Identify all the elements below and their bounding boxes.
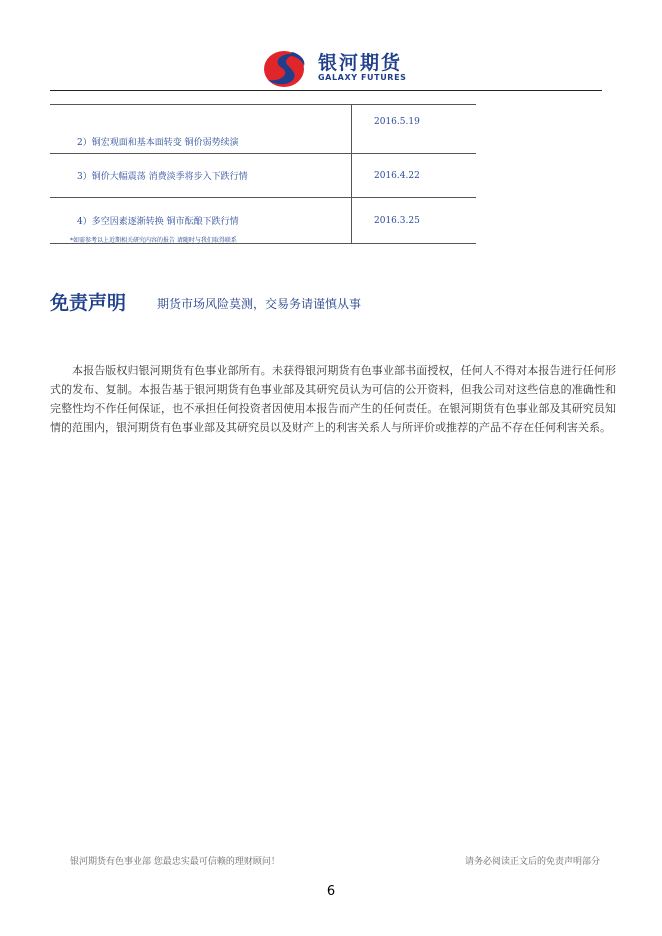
report-title: 4）多空因素逐渐转换 铜市酝酿下跌行情 [50, 198, 352, 244]
reports-note: *如需参考以上近期相关研究内容的报告 请随时与我们取得联系 [70, 237, 237, 244]
report-date: 2016.4.22 [352, 154, 477, 198]
header-divider [50, 90, 602, 91]
table-row [50, 105, 476, 154]
logo-chinese-name: 银河期货 [318, 52, 403, 74]
disclaimer-title: 免责声明 [50, 292, 127, 314]
disclaimer-subtitle: 期货市场风险莫测，交易务请谨慎从事 [157, 297, 362, 311]
galaxy-logo-icon [262, 46, 312, 90]
report-title: 2）铜宏观面和基本面转变 铜价弱势续演 [50, 105, 352, 154]
footer-left-text: 银河期货有色事业部 您最忠实最可信赖的理财顾问！ [70, 857, 280, 867]
table-row [50, 154, 476, 198]
logo-english-name: GALAXY FUTURES [318, 73, 407, 82]
related-reports-table [50, 104, 476, 244]
page-number: 6 [326, 884, 336, 899]
report-title: 3）铜价大幅震荡 消费淡季将步入下跌行情 [50, 154, 352, 198]
disclaimer-body: 本报告版权归银河期货有色事业部所有。未获得银河期货有色事业部书面授权，任何人不得对本报告进行任何形式的发布、复制。本报告基于银河期货有色事业部及其研究员认为可信的公开资料，但我公司对这些信息的准确性和完整性均不作任何保证，也不承担任何投资者因使用本报告而产生的任何责任。在银河期货有色事业部及其研究员知情的范围内，银河期货有色事业部及其研究员以及财产上的利害关系人与所评价或推荐的产品不存在任何利害关系。 [50, 364, 616, 434]
galaxy-futures-logo [262, 46, 422, 90]
footer-right-text: 请务必阅读正文后的免责声明部分 [464, 857, 600, 867]
report-date: 2016.5.19 [352, 105, 477, 154]
report-date: 2016.3.25 [352, 198, 477, 244]
